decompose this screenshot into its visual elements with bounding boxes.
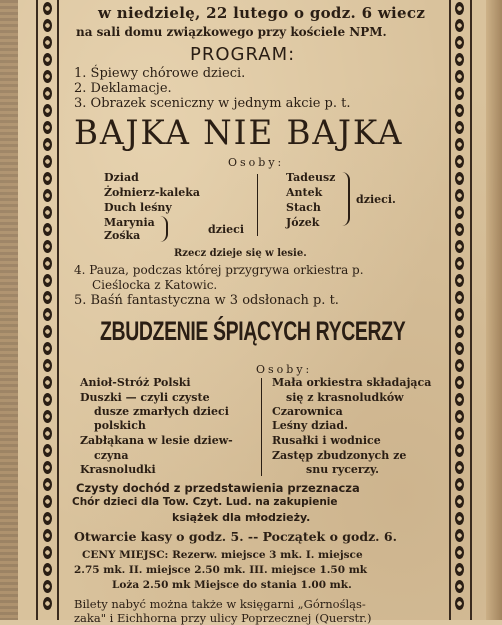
border-ornament <box>455 19 464 32</box>
border-ornament <box>455 2 464 15</box>
border-ornament <box>43 359 52 372</box>
border-ornament <box>43 342 52 355</box>
proceeds-line-2: Chór dzieci dla Tow. Czyt. Lud. na zakupienie <box>72 496 338 508</box>
border-ornament <box>43 2 52 15</box>
play2-role: Mała orkiestra składająca <box>272 376 432 389</box>
play1-role: Stach <box>286 201 321 214</box>
border-ornament <box>43 206 52 219</box>
border-ornament <box>455 206 464 219</box>
border-ornament <box>455 121 464 134</box>
play1-role: Tadeusz <box>286 171 336 184</box>
border-ornament <box>43 121 52 134</box>
border-ornament <box>43 291 52 304</box>
program-item-4-cont: Cieślocka z Katowic. <box>92 278 218 292</box>
play1-role: Antek <box>286 186 323 199</box>
program-item-4: 4. Pauza, podczas której przygrywa orkiestra p. <box>74 263 364 277</box>
prices-line-2: 2.75 mk. II. miejsce 2.50 mk. III. miejsce 1.50 mk <box>74 564 368 576</box>
border-rule-left-outer <box>36 0 38 620</box>
play2-role: Leśny dziad. <box>272 419 348 432</box>
border-ornament <box>43 393 52 406</box>
border-ornament <box>43 376 52 389</box>
border-ornament <box>455 427 464 440</box>
border-ornament <box>43 427 52 440</box>
border-ornament <box>43 495 52 508</box>
program-item-2: 2. Deklamacje. <box>74 81 172 96</box>
border-ornament <box>455 597 464 610</box>
border-ornament <box>455 172 464 185</box>
play1-role: Marynia <box>104 216 155 229</box>
border-ornament <box>43 104 52 117</box>
border-ornament <box>43 36 52 49</box>
play2-persons-label: Osoby: <box>256 363 313 376</box>
border-ornament <box>43 308 52 321</box>
border-ornament <box>43 87 52 100</box>
border-ornament <box>43 478 52 491</box>
tickets-line-2: zaka" i Eichhorna przy ulicy Poprzecznej (Querstr.) <box>74 611 372 625</box>
border-rule-right-inner <box>449 0 451 620</box>
proceeds-line-3: książek dla młodzieży. <box>172 511 311 524</box>
border-ornament <box>455 291 464 304</box>
program-item-1: 1. Śpiewy chórowe dzieci. <box>74 66 246 81</box>
border-ornament <box>455 240 464 253</box>
border-rule-left-inner <box>57 0 59 620</box>
page-left-edge <box>0 0 18 620</box>
border-ornament <box>455 444 464 457</box>
border-ornament <box>455 308 464 321</box>
border-ornament <box>43 512 52 525</box>
ornament-border-left <box>40 0 54 620</box>
border-ornament <box>455 342 464 355</box>
tickets-line-1: Bilety nabyć można także w księgarni „Górnośląs- <box>74 597 366 611</box>
brace-left-group <box>158 216 168 242</box>
border-ornament <box>455 495 464 508</box>
border-ornament <box>43 274 52 287</box>
border-ornament <box>455 580 464 593</box>
play2-role: Anioł-Stróż Polski <box>80 376 191 389</box>
border-ornament <box>43 257 52 270</box>
border-ornament <box>43 563 52 576</box>
border-ornament <box>43 53 52 66</box>
play2-role: polskich <box>94 419 146 432</box>
play2-role: Krasnoludki <box>80 463 156 476</box>
prices-line-3: Loża 2.50 mk Miejsce do stania 1.00 mk. <box>112 579 352 591</box>
page-right-edge <box>486 0 502 620</box>
program-item-3: 3. Obrazek sceniczny w jednym akcie p. t. <box>74 96 351 111</box>
play1-role: Zośka <box>104 229 141 242</box>
border-ornament <box>455 87 464 100</box>
border-ornament <box>43 19 52 32</box>
play1-title: BAJKA NIE BAJKA <box>74 113 404 153</box>
border-ornament <box>43 529 52 542</box>
border-ornament <box>455 376 464 389</box>
play2-role: Rusałki i wodnice <box>272 434 381 447</box>
announcement <box>60 0 448 625</box>
border-ornament <box>455 138 464 151</box>
ornament-border-right <box>452 0 466 620</box>
border-ornament <box>43 189 52 202</box>
play2-role: Duszki — czyli czyste <box>80 391 210 404</box>
border-ornament <box>455 512 464 525</box>
border-ornament <box>455 155 464 168</box>
border-ornament <box>455 104 464 117</box>
border-ornament <box>43 155 52 168</box>
play1-role: Józek <box>286 216 320 229</box>
border-ornament <box>455 274 464 287</box>
border-ornament <box>43 461 52 474</box>
play2-role: dusze zmarłych dzieci <box>94 405 229 418</box>
header-venue: na sali domu związkowego przy kościele NPM. <box>76 25 387 39</box>
border-ornament <box>455 461 464 474</box>
border-ornament <box>455 70 464 83</box>
border-ornament <box>455 189 464 202</box>
play1-role: Duch leśny <box>104 201 172 214</box>
program-item-5: 5. Baśń fantastyczna w 3 odsłonach p. t. <box>74 293 339 308</box>
border-ornament <box>43 325 52 338</box>
play1-role: Dziad <box>104 171 139 184</box>
play2-role: się z krasnoludków <box>286 391 404 404</box>
border-ornament <box>43 597 52 610</box>
border-ornament <box>455 53 464 66</box>
brace-right-group <box>340 172 350 226</box>
border-ornament <box>43 138 52 151</box>
play2-role: Zastęp zbudzonych ze <box>272 449 407 462</box>
border-ornament <box>43 172 52 185</box>
opening-times: Otwarcie kasy o godz. 5. -- Początek o godz. 6. <box>74 529 397 544</box>
border-ornament <box>455 36 464 49</box>
play1-role: Żołnierz-kaleka <box>104 186 201 199</box>
play2-role: snu rycerzy. <box>306 463 379 476</box>
border-ornament <box>455 223 464 236</box>
border-ornament <box>455 478 464 491</box>
border-ornament <box>455 410 464 423</box>
border-rule-right-outer <box>470 0 472 620</box>
border-ornament <box>455 546 464 559</box>
border-ornament <box>43 240 52 253</box>
play2-role: Czarownica <box>272 405 343 418</box>
play2-role: czyna <box>94 449 129 462</box>
play1-left-group: dzieci <box>208 223 244 236</box>
header-date: w niedzielę, 22 lutego o godz. 6 wiecz <box>98 4 426 22</box>
border-ornament <box>43 223 52 236</box>
border-ornament <box>455 359 464 372</box>
border-ornament <box>43 580 52 593</box>
play1-setting: Rzecz dzieje się w lesie. <box>174 248 307 259</box>
border-ornament <box>455 563 464 576</box>
play1-right-group: dzieci. <box>356 193 396 206</box>
border-ornament <box>43 410 52 423</box>
border-ornament <box>43 444 52 457</box>
border-ornament <box>455 393 464 406</box>
border-ornament <box>455 529 464 542</box>
play2-title: ZBUDZENIE ŚPIĄCYCH RYCERZY <box>100 316 406 346</box>
border-ornament <box>455 257 464 270</box>
play1-divider <box>257 174 258 236</box>
play2-divider <box>261 378 262 476</box>
program-title: PROGRAM: <box>190 44 296 65</box>
border-ornament <box>43 70 52 83</box>
play1-persons-label: Osoby: <box>228 156 285 169</box>
prices-line-1: CENY MIEJSC: Rezerw. miejsce 3 mk. I. miejsce <box>82 549 363 561</box>
border-ornament <box>43 546 52 559</box>
play2-role: Zabłąkana w lesie dziew- <box>80 434 233 447</box>
border-ornament <box>455 325 464 338</box>
proceeds-line-1: Czysty dochód z przedstawienia przeznacza <box>76 481 360 495</box>
